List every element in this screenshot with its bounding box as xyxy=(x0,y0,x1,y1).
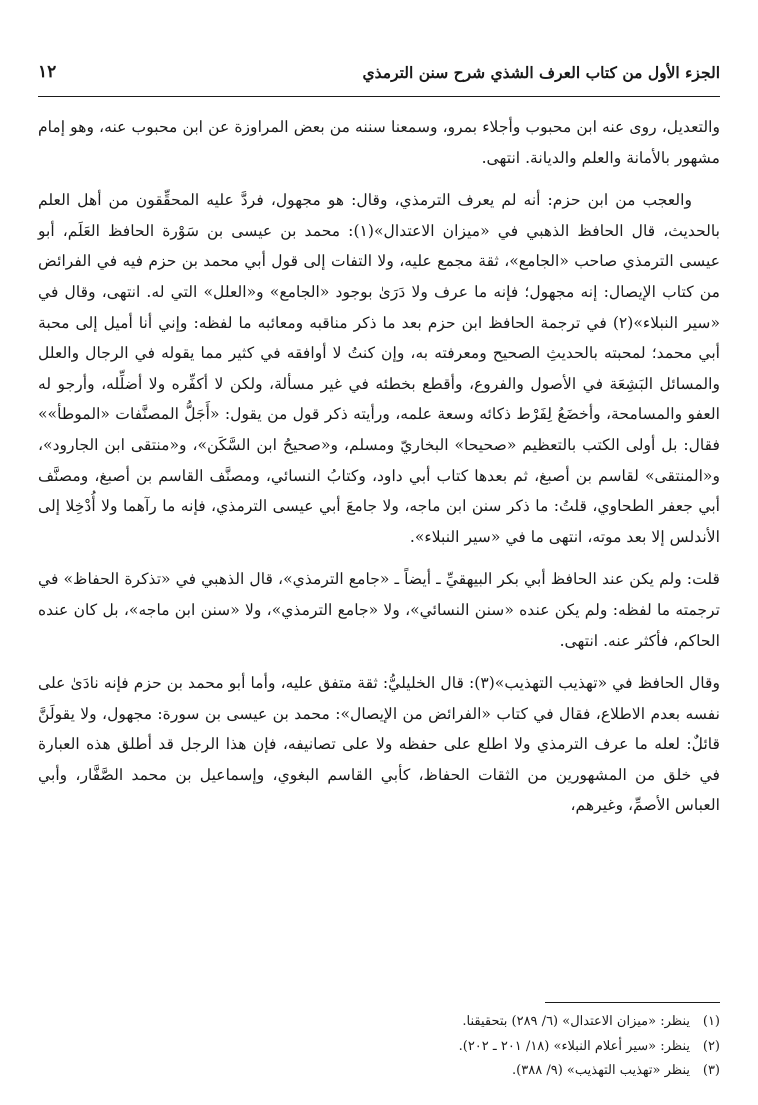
footnote-number: (٢) xyxy=(702,1038,720,1054)
paragraph: قلت: ولم يكن عند الحافظ أبي بكر البيهقيِّ ـ أيضاً ـ «جامع الترمذي»، قال الذهبي في «تذكرة الحفاظ» في ترجمته ما لفظه: ولم يكن عنده «سنن النسائي»، ولا «جامع الترمذي»، ولا «سنن ابن ماجه»، بل كان عنده الحاكم، فأكثر عنه. انتهى. xyxy=(38,570,720,650)
footnote-text: ينظر «تهذيب التهذيب» (٩/ ٣٨٨). xyxy=(512,1063,690,1078)
footnote xyxy=(38,1059,720,1084)
footnotes xyxy=(38,1010,720,1084)
paragraph: والتعديل، روى عنه ابن محبوب وأجلاء بمرو، وسمعنا سننه من بعض المراوزة عن ابن محبوب عنه، وهو إمام مشهور بالأمانة والعلم والديانة. انتهى. xyxy=(38,118,720,167)
footnote-text: ينظر: «سير أعلام النبلاء» (١٨/ ٢٠١ ـ ٢٠٢). xyxy=(458,1038,690,1054)
running-header xyxy=(38,52,720,92)
footnote-number: (٣) xyxy=(702,1063,720,1078)
footnote xyxy=(38,1035,720,1060)
footnote-text: ينظر: «ميزان الاعتدال» (٦/ ٢٨٩) بتحقيقنا. xyxy=(462,1014,690,1029)
footnote-rule xyxy=(545,1002,720,1003)
paragraph: والعجب من ابن حزم: أنه لم يعرف الترمذي، وقال: هو مجهول، فردَّ عليه المحقِّقون من أهل العلم بالحديث، قال الحافظ الذهبي في «ميزان الاعتدال»(١): محمد بن عيسى بن سَوْرة الحافظ العَلَم، أبو عيسى الترمذي صاحب «الجامع»، ثقة مجمع عليه، ولا التفات إلى قول أبي محمد بن حزم فيه في الفرائض من كتاب الإيصال: إنه مجهول؛ فإنه ما عرف ولا دَرَىٰ بوجود «الجامع» و«العلل» التي له. انتهى، وقال في «سير النبلاء»(٢) في ترجمة الحافظ ابن حزم بعد ما ذكر مناقبه ومعائبه ما لفظه: وإني أنا أميل إلى محبة أبي محمد؛ لمحبته بالحديثِ الصحيح ومعرفته به، وإن كنتُ لا أوافقه في كثير مما يقوله في الرجال والعلل والمسائل البَشِعَة في الأصول والفروع، وأقطع بخطئه في غير مسألة، ولكن لا أكفِّره ولا أضلِّله، وأرجو له العفو والمسامحة، وأخضَعُ لِفَرْط ذكائه وسعة علمه، ورأيته ذكر قول من يقول: «أَجَلُّ المصنَّفات «الموطأ»» فقال: بل أولى الكتب بالتعظيم «صحيحا» البخاريّ ومسلم، و«صحيحُ ابن السَّكَن»، و«منتقى ابن الجارود»، و«المنتقى» لقاسم بن أصبغ، ثم بعدها كتاب أبي داود، وكتابُ النسائي، ومصنَّف القاسم بن أصبغ، ومصنَّف أبي جعفر الطحاوي، قلتُ: ما ذكر سنن ابن ماجه، ولا جامعَ أبي عيسى الترمذي، فإنه ما رآهما ولا أُدْخِلا إلى الأندلس إلا بعد موته، انتهى ما في «سير النبلاء». xyxy=(38,191,720,546)
footnote xyxy=(38,1010,720,1035)
footnote-number: (١) xyxy=(702,1014,720,1029)
header-rule xyxy=(38,96,720,97)
paragraph: وقال الحافظ في «تهذيب التهذيب»(٣): قال الخليليُّ: ثقة متفق عليه، وأما أبو محمد بن حزم فإنه نادَىٰ على نفسه بعدم الاطلاع، فقال في كتاب «الفرائض من الإيصال»: محمد بن عيسى بن سورة: مجهول، ولا يقولَنَّ قائلٌ: لعله ما عرف الترمذي ولا اطلع على حفظه ولا على تصانيفه، فإن هذا الرجل قد أطلق هذه العبارة في خلق من المشهورين من الثقات الحفاظ، كأبي القاسم البغوي، وإسماعيل بن محمد الصَّفَّار، وأبي العباس الأصمِّ، وغيرهم، xyxy=(38,674,720,815)
running-title: الجزء الأول من كتاب العرف الشذي شرح سنن الترمذي xyxy=(362,62,720,82)
page-number: ١٢ xyxy=(38,62,57,82)
main-text xyxy=(38,112,720,821)
